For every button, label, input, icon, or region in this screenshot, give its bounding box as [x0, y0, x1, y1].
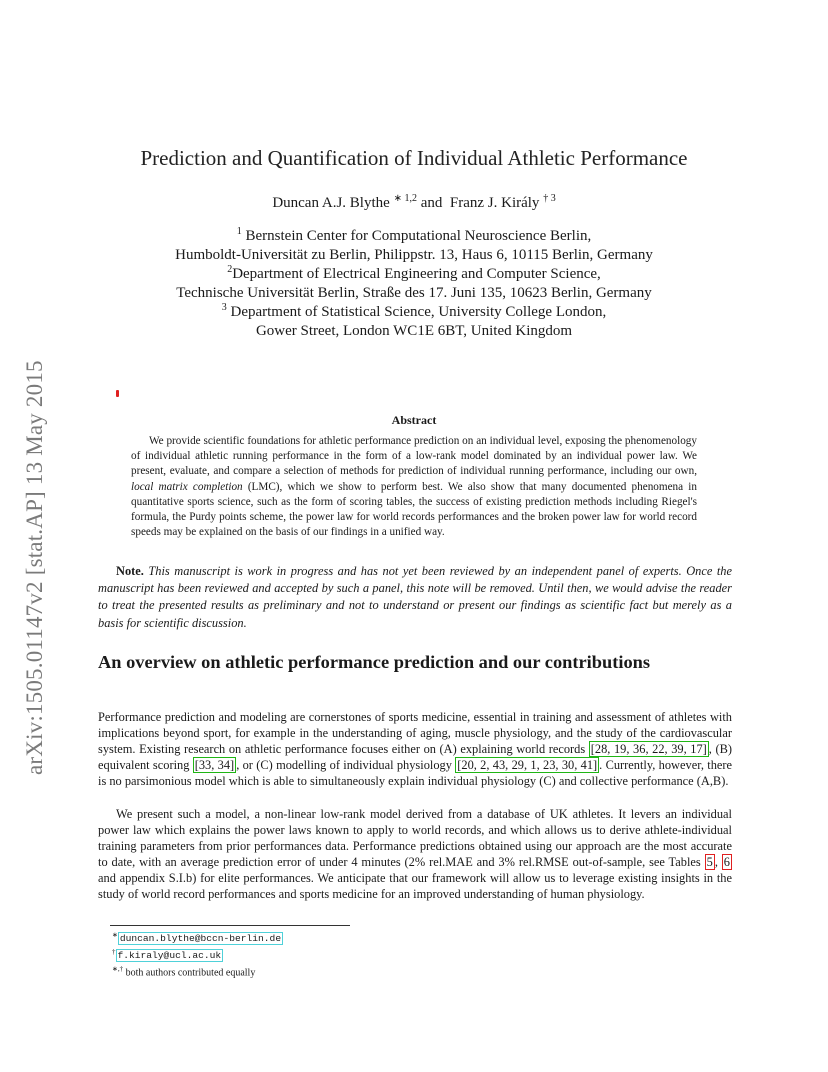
paragraph-text: Performance prediction and modeling are cornerstones of sports medicine, essential in training and assessment of athletes with implications beyond sport, for example in the understanding of aging, muscle physiology, and the study of the cardiovascular system. Existing research on athletic performance focuses either on (A) explaining world records: [98, 710, 732, 756]
footnotes: [112, 929, 283, 979]
email-link[interactable]: f.kiraly@ucl.ac.uk: [117, 950, 222, 962]
affiliation-line: Gower Street, London WC1E 6BT, United Kingdom: [255, 323, 573, 339]
footnote-mark: ∗,†: [112, 964, 124, 973]
arxiv-identifier-stamp: arXiv:1505.01147v2 [stat.AP] 13 May 2015: [22, 360, 47, 775]
author-marks: † 3: [543, 193, 556, 204]
author-name: Franz J. Király: [449, 195, 540, 211]
paragraph-text: ,: [714, 855, 722, 869]
affiliation-3: [0, 298, 828, 341]
affiliation-line: Department of Statistical Science, University College London,: [230, 304, 607, 320]
author-marks: ∗ 1,2: [393, 193, 417, 204]
table-reference-link[interactable]: 5: [706, 855, 713, 869]
email-link[interactable]: duncan.blythe@bccn-berlin.de: [119, 933, 282, 945]
affiliation-mark: 3: [221, 302, 227, 313]
affiliation-1: [0, 222, 828, 265]
affiliation-line: Humboldt-Universität zu Berlin, Philippstr. 13, Haus 6, 10115 Berlin, Germany: [175, 247, 653, 263]
note-label: Note.: [116, 564, 144, 578]
section-heading: An overview on athletic performance prediction and our contributions: [98, 652, 651, 672]
affiliation-mark: 2: [227, 264, 233, 275]
body-paragraph-1: [98, 709, 732, 789]
paper-title: Prediction and Quantification of Individual Athletic Performance: [140, 146, 688, 170]
note-paragraph: [98, 563, 732, 632]
abstract-text: [131, 434, 697, 540]
abstract-emphasis: local matrix completion: [131, 480, 243, 493]
table-reference-link[interactable]: 6: [723, 855, 730, 869]
citation-link[interactable]: [20, 2, 43, 29, 1, 23, 30, 41]: [457, 758, 598, 772]
abstract-heading: Abstract: [391, 413, 437, 427]
note-text: This manuscript is work in progress and has not yet been reviewed by an independent panel of experts. Once the manuscript has been reviewed and accepted by such a panel, this note will be removed. Until then, we would advise the reader to treat the presented results as preliminary and not to understand or present our findings as scientific fact but merely as a basis for scientific discussion.: [98, 564, 732, 630]
affiliation-mark: 1: [236, 226, 242, 237]
body-paragraph-2: [98, 806, 732, 902]
paragraph-text: , (B) equivalent scoring: [98, 742, 732, 772]
footnote-mark: †: [112, 947, 116, 956]
paragraph-text: , or (C) modelling of individual physiology: [236, 758, 456, 772]
citation-link[interactable]: [33, 34]: [194, 758, 235, 772]
affiliation-line: Bernstein Center for Computational Neuroscience Berlin,: [245, 228, 592, 244]
author-name: Duncan A.J. Blythe: [272, 195, 390, 211]
affiliation-line: Department of Electrical Engineering and Computer Science,: [232, 266, 601, 282]
affiliation-line: Technische Universität Berlin, Straße des 17. Juni 135, 10623 Berlin, Germany: [176, 285, 652, 301]
abstract-part: (LMC), which we show to perform best. We also show that many documented phenomena in quantitative sports science, such as the form of scoring tables, the success of existing prediction methods including Riegel's formula, the Purdy points scheme, the power law for world records performances and the broken power law for world record speeds may be explained on the basis of our findings in a unified way.: [131, 480, 697, 539]
footnote-divider: [110, 925, 350, 926]
abstract-part: We provide scientific foundations for athletic performance prediction on an individual level, exposing the phenomenology of individual athletic running performance in the form of a low-rank model dominated by an individual power law. We present, evaluate, and compare a selection of methods for prediction of individual running performance, including our own,: [131, 435, 697, 478]
footnote-mark: ∗: [112, 931, 118, 939]
link-marker: [116, 390, 119, 397]
paragraph-text: and appendix S.I.b) for elite performances. We anticipate that our framework will allow us to leverage existing insights in the study of world record performances and sports medicine for an improved understanding of human physiology.: [98, 871, 732, 901]
paragraph-text: We present such a model, a non-linear low-rank model derived from a database of UK athletes. It levers an individual power law which explains the power laws known to apply to world records, and which allows us to derive athlete-individual training parameters from prior performances data. Performance predictions obtained using our approach are the most accurate to date, with an average prediction error of under 4 minutes (2% rel.MAE and 3% rel.RMSE out-of-sample, see Tables: [98, 807, 732, 869]
citation-link[interactable]: [28, 19, 36, 22, 39, 17]: [590, 742, 707, 756]
footnote-text: both authors contributed equally: [125, 966, 256, 978]
author-line: [0, 193, 828, 212]
affiliation-2: [0, 260, 828, 303]
author-conjunction: and: [420, 195, 443, 211]
paragraph-text: . Currently, however, there is no parsimonious model which is able to simultaneously explain individual physiology (C) and collective performance (A,B).: [98, 758, 733, 788]
